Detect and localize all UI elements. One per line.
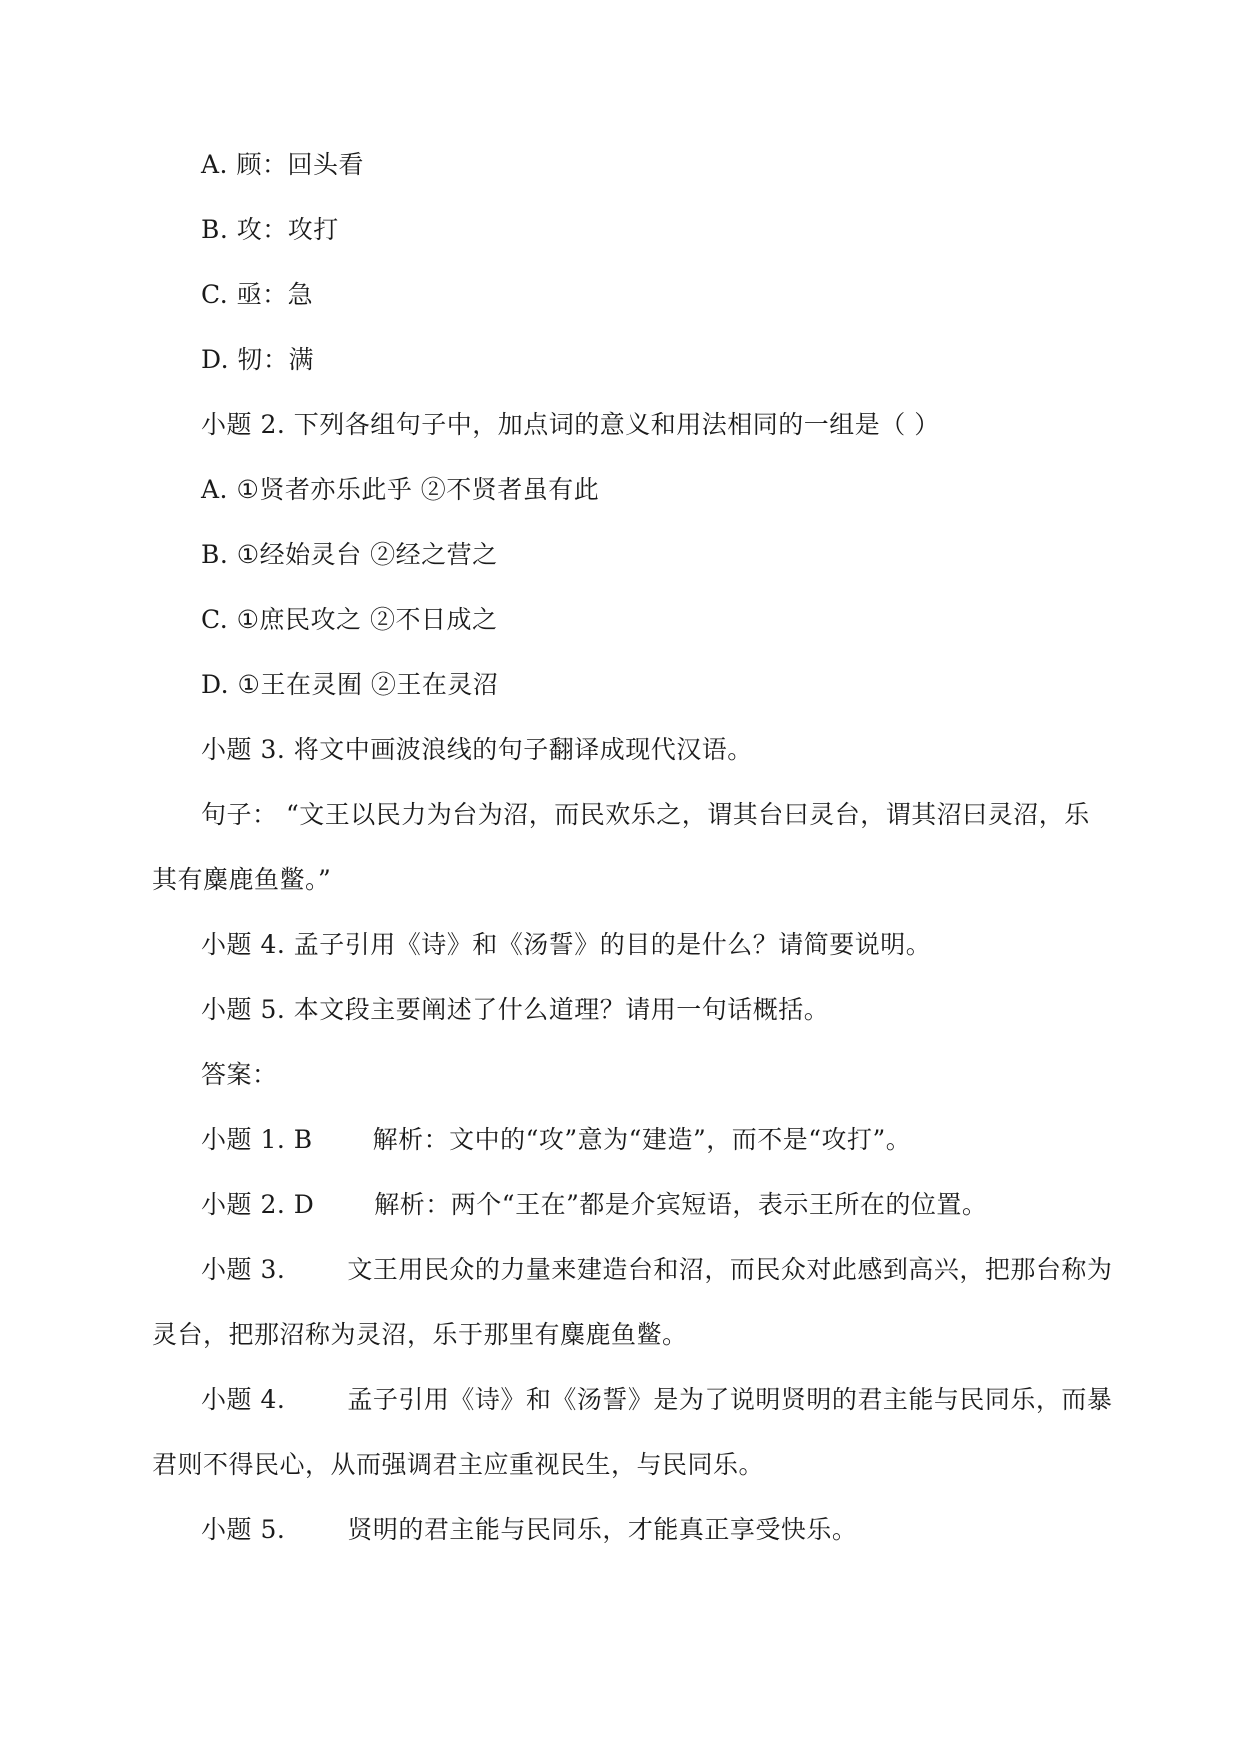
q2-option-c: C. ①庶民攻之 ②不日成之: [201, 605, 498, 634]
answer-4-label: 小题 4.: [201, 1385, 286, 1414]
answer-1: [201, 1123, 911, 1157]
answer-4-line1: 孟子引用《诗》和《汤誓》是为了说明贤明的君主能与民同乐，而暴: [347, 1385, 1113, 1414]
q1-option-d: D. 牣：满: [201, 345, 315, 374]
q3-sentence-line2: 其有麋鹿鱼鳖。”: [152, 865, 332, 894]
answer-1-text: 解析：文中的“攻”意为“建造”，而不是“攻打”。: [372, 1125, 912, 1154]
answer-4-line2: 君则不得民心，从而强调君主应重视民生，与民同乐。: [152, 1450, 765, 1479]
answer-3-label: 小题 3.: [201, 1255, 286, 1284]
q1-option-b: B. 攻：攻打: [201, 215, 339, 244]
q1-option-a: A. 顾：回头看: [201, 150, 364, 179]
q2-stem: 小题 2. 下列各组句子中，加点词的意义和用法相同的一组是（ ）: [201, 410, 940, 439]
answer-3: [201, 1253, 1112, 1287]
q2-option-d: D. ①王在灵囿 ②王在灵沼: [201, 670, 499, 699]
answer-1-label: 小题 1. B: [201, 1125, 313, 1154]
q5-stem: 小题 5. 本文段主要阐述了什么道理？请用一句话概括。: [201, 995, 830, 1024]
answer-4: [201, 1383, 1112, 1417]
q3-sentence-line1: 句子： “文王以民力为台为沼，而民欢乐之，谓其台曰灵台，谓其沼曰灵沼，乐: [201, 800, 1090, 829]
q1-option-c: C. 亟：急: [201, 280, 314, 309]
answer-2: [201, 1188, 987, 1222]
answers-heading: 答案：: [201, 1060, 278, 1089]
q2-option-a: A. ①贤者亦乐此乎 ②不贤者虽有此: [201, 475, 600, 504]
q3-stem: 小题 3. 将文中画波浪线的句子翻译成现代汉语。: [201, 735, 753, 764]
q4-stem: 小题 4. 孟子引用《诗》和《汤誓》的目的是什么？请简要说明。: [201, 930, 932, 959]
q2-option-b: B. ①经始灵台 ②经之营之: [201, 540, 498, 569]
answer-3-line2: 灵台，把那沼称为灵沼，乐于那里有麋鹿鱼鳖。: [152, 1320, 688, 1349]
answer-5-label: 小题 5.: [201, 1515, 286, 1544]
answer-2-label: 小题 2. D: [201, 1190, 315, 1219]
answer-5-line1: 贤明的君主能与民同乐，才能真正享受快乐。: [347, 1515, 858, 1544]
answer-3-line1: 文王用民众的力量来建造台和沼，而民众对此感到高兴，把那台称为: [347, 1255, 1113, 1284]
answer-5: [201, 1513, 857, 1547]
answer-2-text: 解析：两个“王在”都是介宾短语，表示王所在的位置。: [374, 1190, 988, 1219]
